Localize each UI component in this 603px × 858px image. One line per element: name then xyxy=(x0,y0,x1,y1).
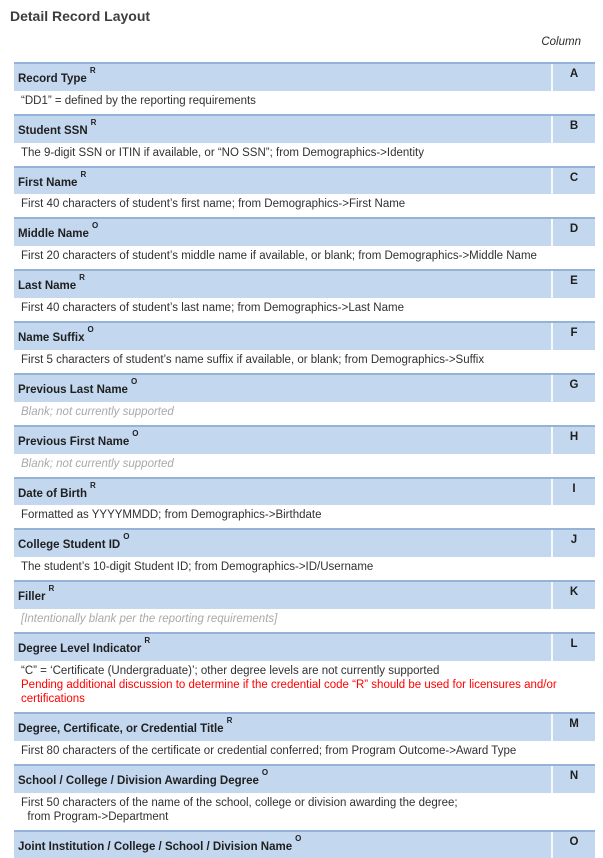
field-description xyxy=(14,793,595,827)
field-description xyxy=(14,557,595,577)
field-header-row xyxy=(14,62,595,91)
field-description-line: First 5 characters of student’s name suffix if available, or blank; from Demographics->Suffix xyxy=(21,353,485,366)
field-name-cell xyxy=(14,271,551,298)
field-requirement-flag: O xyxy=(132,428,139,438)
field-header-row xyxy=(14,373,595,402)
field-block xyxy=(14,528,595,577)
field-name-cell xyxy=(14,375,551,402)
field-column-letter: O xyxy=(551,832,595,858)
field-description-line: “DD1” = defined by the reporting requirements xyxy=(21,94,256,107)
record-layout-table xyxy=(14,62,595,858)
field-description xyxy=(14,143,595,163)
field-header-row xyxy=(14,321,595,350)
field-description xyxy=(14,298,595,318)
field-column-letter: C xyxy=(551,168,595,195)
field-description-line: [Intentionally blank per the reporting requirements] xyxy=(21,613,278,626)
field-name-cell xyxy=(14,582,551,609)
field-name-cell xyxy=(14,832,551,858)
field-description-line: Blank; not currently supported xyxy=(21,457,174,470)
field-block xyxy=(14,166,595,215)
page-title: Detail Record Layout xyxy=(10,8,151,24)
field-requirement-flag: R xyxy=(90,117,97,127)
field-column-letter: B xyxy=(551,116,595,143)
field-description xyxy=(14,91,595,111)
field-column-letter: G xyxy=(551,375,595,402)
field-block xyxy=(14,373,595,422)
field-name: Student SSN xyxy=(18,124,88,137)
field-description-line: The student’s 10-digit Student ID; from Demographics->ID/Username xyxy=(21,561,374,574)
field-header-row xyxy=(14,114,595,143)
field-block xyxy=(14,712,595,761)
field-name-cell xyxy=(14,427,551,454)
column-label-row xyxy=(0,35,603,49)
field-name: Record Type xyxy=(18,72,87,85)
field-requirement-flag: R xyxy=(226,715,233,725)
field-name: Middle Name xyxy=(18,228,89,241)
field-block xyxy=(14,580,595,629)
field-description xyxy=(14,402,595,422)
field-block xyxy=(14,477,595,526)
field-header-row xyxy=(14,528,595,557)
field-header-row xyxy=(14,477,595,506)
field-name: Date of Birth xyxy=(18,487,87,500)
field-requirement-flag: O xyxy=(91,221,99,231)
field-name-cell xyxy=(14,766,551,793)
field-requirement-flag: O xyxy=(261,767,269,777)
field-header-row xyxy=(14,425,595,454)
field-column-letter: I xyxy=(551,479,595,506)
field-name: Degree Level Indicator xyxy=(18,642,142,655)
field-description xyxy=(14,194,595,214)
field-block xyxy=(14,632,595,709)
field-name-cell xyxy=(14,323,551,350)
field-header-row xyxy=(14,217,595,246)
field-description-line: First 80 characters of the certificate or credential conferred; from Program Outcome->Award Type xyxy=(21,744,517,757)
field-description-line: Blank; not currently supported xyxy=(21,405,174,418)
field-description-line: Pending additional discussion to determine if the credential code “R” should be used for licensures and/or certifications xyxy=(21,678,560,705)
field-name: First Name xyxy=(18,176,78,189)
field-description-line: First 40 characters of student’s first name; from Demographics->First Name xyxy=(21,198,406,211)
field-name: Joint Institution / College / School / Division Name xyxy=(18,840,293,853)
field-name: School / College / Division Awarding Degree xyxy=(18,774,259,787)
field-description-line: The 9-digit SSN or ITIN if available, or “NO SSN”; from Demographics->Identity xyxy=(21,146,424,159)
field-requirement-flag: R xyxy=(144,636,151,646)
field-requirement-flag: O xyxy=(295,833,302,843)
field-name-cell xyxy=(14,714,551,741)
field-column-letter: N xyxy=(551,766,595,793)
field-description xyxy=(14,350,595,370)
field-block xyxy=(14,269,595,318)
field-description-line: First 20 characters of student’s middle name if available, or blank; from Demographics->Middle Name xyxy=(21,250,537,263)
field-requirement-flag: R xyxy=(79,273,85,283)
field-name-cell xyxy=(14,530,551,557)
field-description xyxy=(14,454,595,474)
field-name-cell xyxy=(14,634,551,661)
field-column-letter: H xyxy=(551,427,595,454)
field-name-cell xyxy=(14,168,551,195)
field-description xyxy=(14,609,595,629)
field-name: Previous Last Name xyxy=(18,383,128,396)
field-column-letter: E xyxy=(551,271,595,298)
field-name: Name Suffix xyxy=(18,331,85,344)
field-block xyxy=(14,764,595,827)
field-requirement-flag: R xyxy=(89,66,96,75)
field-column-letter: L xyxy=(551,634,595,661)
field-requirement-flag: O xyxy=(130,376,138,386)
field-header-row xyxy=(14,580,595,609)
field-description-line: First 40 characters of student’s last name; from Demographics->Last Name xyxy=(21,302,404,315)
field-header-row xyxy=(14,632,595,661)
field-header-row xyxy=(14,166,595,195)
field-block xyxy=(14,425,595,474)
column-header-label: Column xyxy=(541,36,581,48)
field-header-row xyxy=(14,269,595,298)
field-name: Previous First Name xyxy=(18,435,130,448)
field-description-line: Formatted as YYYYMMDD; from Demographics->Birthdate xyxy=(21,509,322,522)
field-name: Degree, Certificate, or Credential Title xyxy=(18,722,224,735)
field-name: Last Name xyxy=(18,280,77,293)
field-block xyxy=(14,62,595,111)
field-header-row xyxy=(14,830,595,858)
field-header-row xyxy=(14,712,595,741)
field-requirement-flag: R xyxy=(48,584,55,594)
field-requirement-flag: R xyxy=(90,480,96,490)
field-description-line: “C” = ‘Certificate (Undergraduate)’; other degree levels are not currently supported xyxy=(21,664,440,677)
field-block xyxy=(14,114,595,163)
field-column-letter: F xyxy=(551,323,595,350)
field-block xyxy=(14,321,595,370)
field-column-letter: J xyxy=(551,530,595,557)
field-name-cell xyxy=(14,116,551,143)
field-description-line: First 50 characters of the name of the school, college or division awarding the degree; xyxy=(21,796,458,809)
field-block xyxy=(14,830,595,858)
field-requirement-flag: O xyxy=(87,325,94,335)
field-column-letter: K xyxy=(551,582,595,609)
field-block xyxy=(14,217,595,266)
field-name-cell xyxy=(14,64,551,91)
field-description xyxy=(14,246,595,266)
field-description xyxy=(14,505,595,525)
field-column-letter: D xyxy=(551,219,595,246)
field-requirement-flag: O xyxy=(123,532,130,542)
field-requirement-flag: R xyxy=(80,169,87,179)
field-name-cell xyxy=(14,479,551,506)
field-column-letter: M xyxy=(551,714,595,741)
field-header-row xyxy=(14,764,595,793)
field-description-line: from Program->Department xyxy=(21,810,169,823)
field-name-cell xyxy=(14,219,551,246)
field-name: College Student ID xyxy=(18,539,121,552)
field-description xyxy=(14,741,595,761)
field-column-letter: A xyxy=(551,64,595,91)
field-name: Filler xyxy=(18,591,46,604)
field-description xyxy=(14,661,595,709)
